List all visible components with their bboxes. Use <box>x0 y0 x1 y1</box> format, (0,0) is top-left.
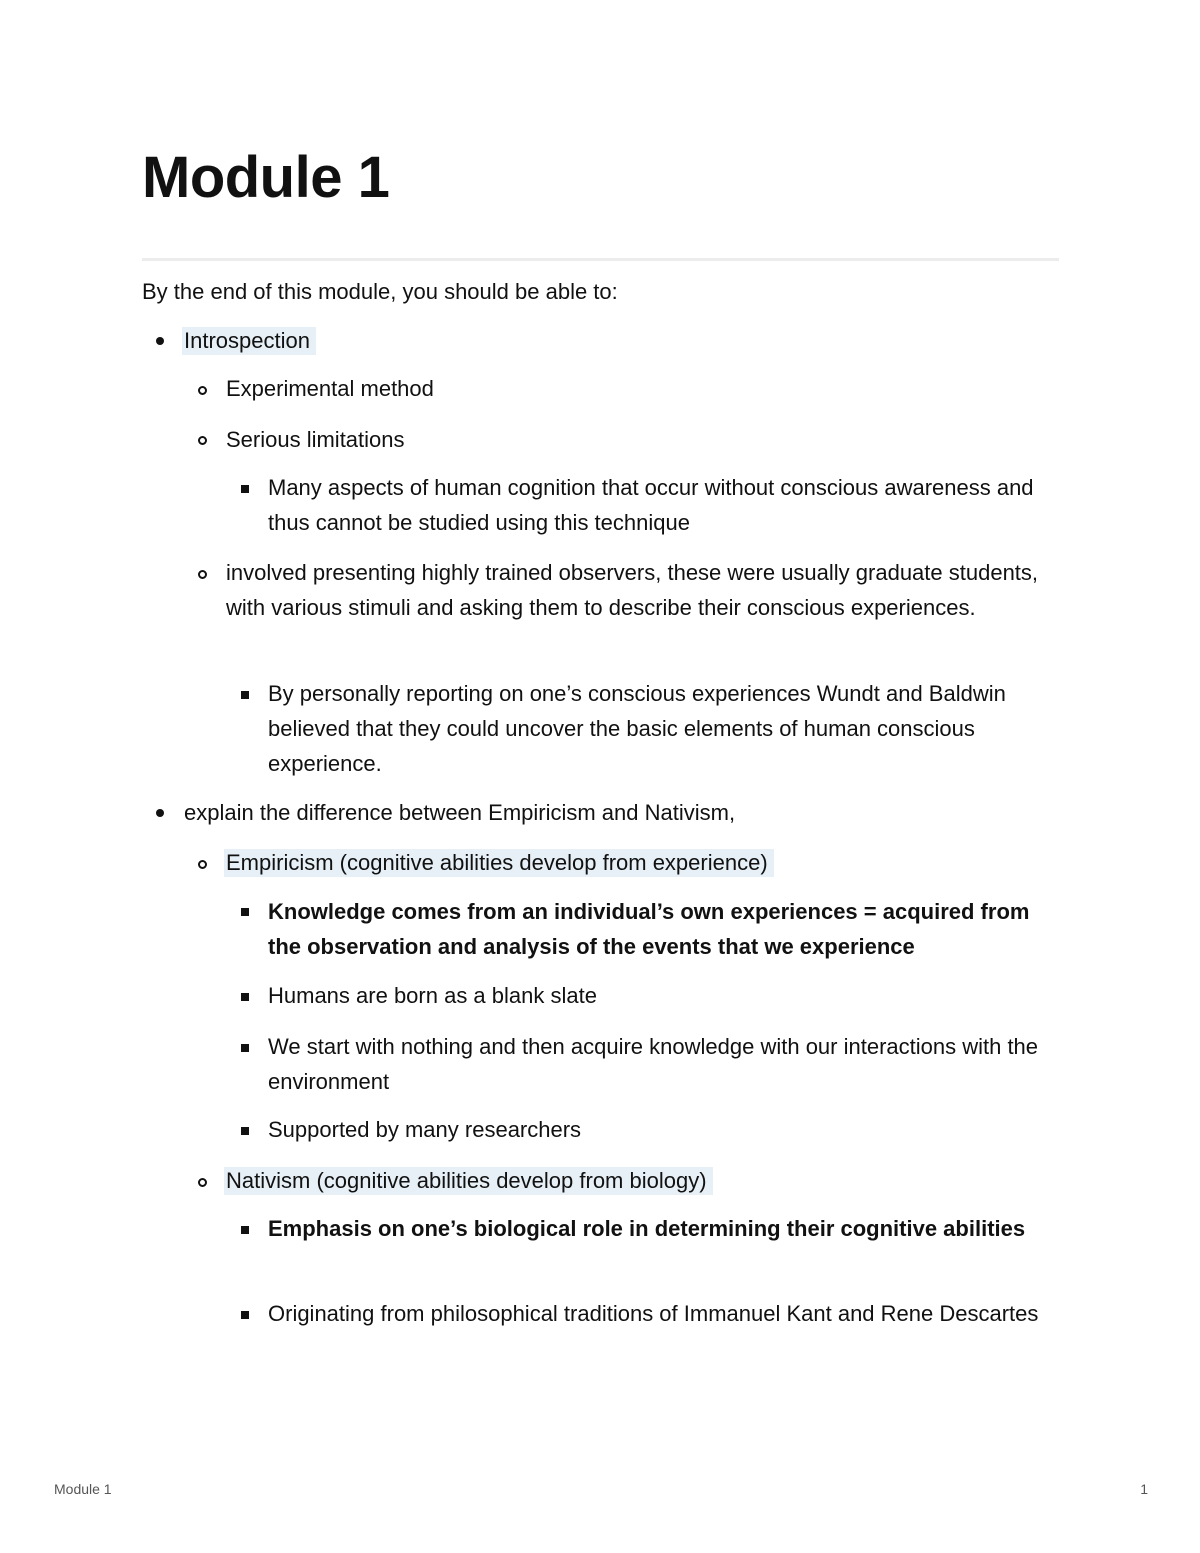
square-bullet-icon <box>241 1127 249 1135</box>
list-item-empiricism-point: Knowledge comes from an individual’s own experiences = acquired from the observation and analysis of the events that we experience <box>268 899 1030 959</box>
square-bullet-icon <box>241 1226 249 1234</box>
list-item-introspection <box>184 323 1054 358</box>
list-item-empiricism-point: Humans are born as a blank slate <box>268 983 597 1008</box>
highlighted-text: Introspection <box>182 327 316 355</box>
list-item-explain-difference: explain the difference between Empiricism and Nativism, <box>184 800 736 825</box>
title-divider <box>142 258 1059 261</box>
square-bullet-icon <box>241 1044 249 1052</box>
circle-bullet-icon <box>198 570 207 579</box>
list-item-limitation-detail: Many aspects of human cognition that occur without conscious awareness and thus cannot be studied using this technique <box>268 475 1034 535</box>
list-item-nativism-point: Emphasis on one’s biological role in determining their cognitive abilities <box>268 1216 1026 1241</box>
list-item-serious-limitations: Serious limitations <box>226 427 405 452</box>
list-item-empiricism-point: Supported by many researchers <box>268 1117 582 1142</box>
list-item-empiricism <box>226 845 1056 880</box>
circle-bullet-icon <box>198 860 207 869</box>
highlighted-text: Nativism (cognitive abilities develop from biology) <box>224 1167 713 1195</box>
square-bullet-icon <box>241 691 249 699</box>
circle-bullet-icon <box>198 436 207 445</box>
page-title: Module 1 <box>142 145 390 210</box>
circle-bullet-icon <box>198 386 207 395</box>
list-item-wundt-baldwin: By personally reporting on one’s conscious experiences Wundt and Baldwin believed that they could uncover the basic elements of human conscious experience. <box>268 681 1006 776</box>
footer-title: Module 1 <box>54 1481 112 1497</box>
square-bullet-icon <box>241 1311 249 1319</box>
disc-bullet-icon <box>156 809 164 817</box>
list-item-experimental-method: Experimental method <box>226 376 434 401</box>
intro-text: By the end of this module, you should be able to: <box>142 279 618 304</box>
page-number: 1 <box>1140 1481 1148 1497</box>
list-item-nativism <box>226 1163 1056 1198</box>
list-item-involved-presenting: involved presenting highly trained observers, these were usually graduate students, with various stimuli and asking them to describe their conscious experiences. <box>226 560 1039 620</box>
square-bullet-icon <box>241 908 249 916</box>
highlighted-text: Empiricism (cognitive abilities develop from experience) <box>224 849 774 877</box>
list-item-nativism-point: Originating from philosophical traditions of Immanuel Kant and Rene Descartes <box>268 1301 1039 1326</box>
square-bullet-icon <box>241 485 249 493</box>
disc-bullet-icon <box>156 337 164 345</box>
circle-bullet-icon <box>198 1178 207 1187</box>
square-bullet-icon <box>241 993 249 1001</box>
list-item-empiricism-point: We start with nothing and then acquire knowledge with our interactions with the environment <box>268 1034 1039 1094</box>
